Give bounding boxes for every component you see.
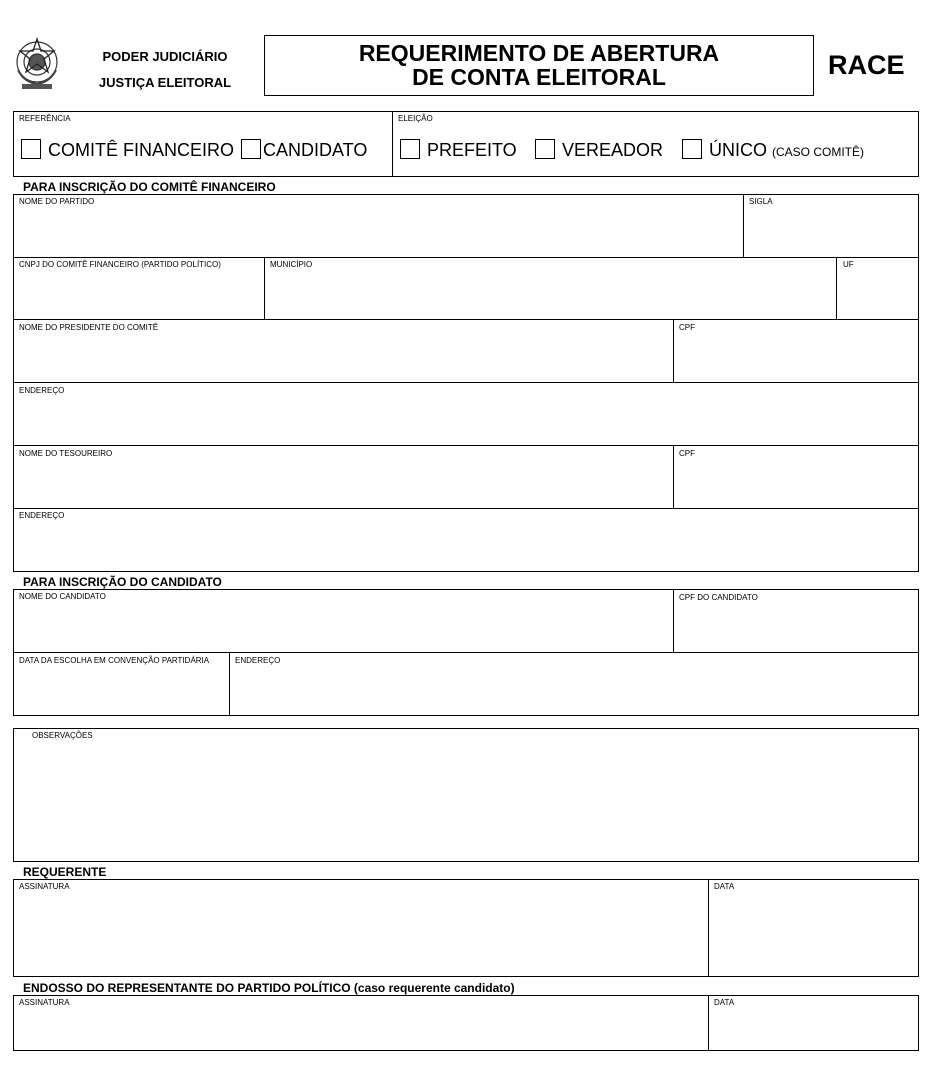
requerente-assinatura-field[interactable]	[13, 879, 709, 977]
org-name: PODER JUDICIÁRIO	[102, 49, 228, 64]
unico-note: (CASO COMITÊ)	[772, 145, 864, 159]
form-code: RACE	[828, 50, 905, 80]
municipio-field[interactable]	[264, 257, 837, 320]
org-subname: JUSTIÇA ELEITORAL	[98, 75, 232, 90]
eleicao-label: ELEIÇÃO	[398, 114, 433, 123]
requerente-data-field[interactable]	[708, 879, 919, 977]
requerente-assinatura-label: ASSINATURA	[19, 882, 70, 891]
endosso-assinatura-field[interactable]	[13, 995, 709, 1051]
cpf-presidente-field[interactable]	[673, 319, 919, 383]
cpf-tesoureiro-label: CPF	[679, 449, 695, 458]
endosso-assinatura-label: ASSINATURA	[19, 998, 70, 1007]
nome-candidato-label: NOME DO CANDIDATO	[19, 592, 106, 601]
prefeito-option: PREFEITO	[427, 140, 517, 160]
sigla-label: SIGLA	[749, 197, 773, 206]
brasao-emblem	[12, 36, 62, 92]
requerente-data-label: DATA	[714, 882, 735, 891]
candidato-option: CANDIDATO	[263, 140, 368, 160]
observacoes-field[interactable]	[13, 728, 919, 862]
endosso-data-label: DATA	[714, 998, 735, 1007]
observacoes-label: OBSERVAÇÕES	[32, 731, 93, 740]
vereador-option: VEREADOR	[562, 140, 664, 160]
vereador-checkbox[interactable]	[535, 139, 555, 159]
candidato-checkbox[interactable]	[241, 139, 261, 159]
uf-label: UF	[843, 260, 854, 269]
form-title-line1: REQUERIMENTO DE ABERTURA	[358, 40, 720, 66]
endereco-tesoureiro-label: ENDEREÇO	[19, 511, 65, 520]
tesoureiro-label: NOME DO TESOUREIRO	[19, 449, 113, 458]
referencia-label: REFERÊNCIA	[19, 114, 71, 123]
endosso-section-title: ENDOSSO DO REPRESENTANTE DO PARTIDO POLÍTICO (caso requerente candidato)	[23, 981, 515, 995]
prefeito-checkbox[interactable]	[400, 139, 420, 159]
candidato-section-title: PARA INSCRIÇÃO DO CANDIDATO	[23, 575, 222, 589]
cpf-presidente-label: CPF	[679, 323, 695, 332]
comite-financeiro-checkbox[interactable]	[21, 139, 41, 159]
endereco-tesoureiro-field[interactable]	[13, 508, 919, 572]
nome-partido-field[interactable]	[13, 194, 744, 258]
endosso-data-field[interactable]	[708, 995, 919, 1051]
comite-financeiro-option: COMITÊ FINANCEIRO	[48, 140, 235, 160]
presidente-label: NOME DO PRESIDENTE DO COMITÊ	[19, 323, 159, 332]
unico-checkbox[interactable]	[682, 139, 702, 159]
endereco-candidato-field[interactable]	[229, 652, 919, 716]
data-escolha-label: DATA DA ESCOLHA EM CONVENÇÃO PARTIDÁRIA	[19, 656, 210, 665]
municipio-label: MUNICÍPIO	[270, 260, 313, 269]
requerente-section-title: REQUERENTE	[23, 865, 107, 879]
form-title-line2: DE CONTA ELEITORAL	[412, 64, 666, 90]
cnpj-label: CNPJ DO COMITÊ FINANCEIRO (PARTIDO POLÍTICO)	[19, 260, 221, 269]
nome-partido-label: NOME DO PARTIDO	[19, 197, 95, 206]
endereco-presidente-field[interactable]	[13, 382, 919, 446]
comite-section-title: PARA INSCRIÇÃO DO COMITÊ FINANCEIRO	[23, 180, 276, 194]
cpf-tesoureiro-field[interactable]	[673, 445, 919, 509]
nome-candidato-field[interactable]	[13, 589, 674, 653]
endereco-presidente-label: ENDEREÇO	[19, 386, 65, 395]
title-box	[264, 35, 814, 96]
endereco-candidato-label: ENDEREÇO	[235, 656, 281, 665]
cpf-candidato-label: CPF DO CANDIDATO	[679, 593, 758, 602]
unico-option: ÚNICO	[709, 140, 767, 160]
